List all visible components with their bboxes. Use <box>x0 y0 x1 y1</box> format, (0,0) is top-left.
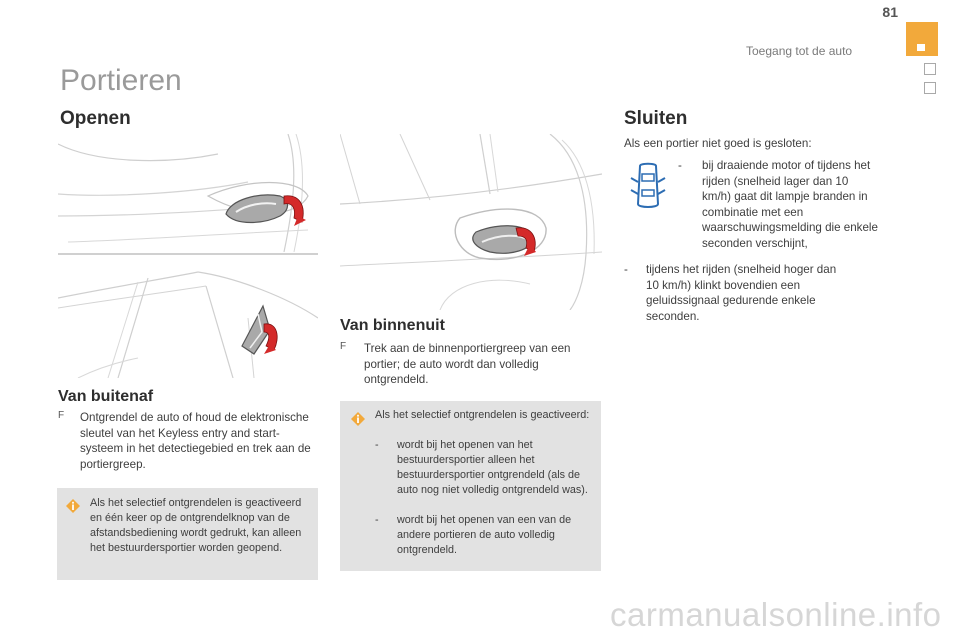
door-open-warning-icon <box>628 160 668 212</box>
interior-handle-illustration <box>340 134 602 310</box>
van-binnenuit-text: Trek aan de binnenportiergreep van een portier; de auto wordt dan volledig ontgrendeld. <box>364 342 571 386</box>
sluiten-intro: Als een portier niet goed is gesloten: <box>624 137 812 150</box>
list-dash: - <box>375 439 379 451</box>
info-box-buitenaf <box>57 488 318 580</box>
sluiten-heading: Sluiten <box>624 108 688 129</box>
info-icon <box>65 498 81 514</box>
info-list-item <box>375 513 593 558</box>
van-binnenuit-step <box>340 341 596 388</box>
section-tab-marker <box>917 44 925 51</box>
van-binnenuit-heading: Van binnenuit <box>340 317 445 334</box>
chapter-marker <box>924 63 936 75</box>
watermark: carmanualsonline.info <box>610 596 942 633</box>
sluiten-item-text: tijdens het rijden (snelheid hoger dan 10 km/h) klinkt bovendien een geluidssignaal gedurende enkele seconden. <box>646 263 837 323</box>
info-box-binnenuit <box>340 401 601 571</box>
list-dash: - <box>624 263 628 276</box>
exterior-handle-illustration <box>58 134 318 252</box>
page-number: 81 <box>882 4 898 20</box>
openen-heading: Openen <box>60 108 131 129</box>
step-bullet: F <box>340 341 347 352</box>
page-title: Portieren <box>60 64 182 97</box>
rear-handle-illustration <box>58 258 318 378</box>
step-bullet: F <box>58 410 65 421</box>
list-dash: - <box>678 159 682 172</box>
van-buitenaf-text: Ontgrendel de auto of houd de elektronische sleutel van het Keyless entry and start-systeem in het detectiegebied en trek aan de portiergreep. <box>80 411 311 471</box>
section-label: Toegang tot de auto <box>746 44 853 58</box>
sluiten-list-item <box>678 158 878 251</box>
info-intro-binnenuit: Als het selectief ontgrendelen is geactiveerd: <box>375 409 590 421</box>
list-dash: - <box>375 514 379 526</box>
van-buitenaf-step <box>58 410 320 472</box>
sluiten-list-item <box>624 262 844 324</box>
info-icon <box>350 411 366 427</box>
van-buitenaf-heading: Van buitenaf <box>58 388 154 405</box>
info-list-item <box>375 438 593 498</box>
info-text-buitenaf: Als het selectief ontgrendelen is geactiveerd en één keer op de ontgrendelknop van de afstandsbediening wordt gedrukt, kan alleen het bestuurdersportier worden geopend. <box>90 497 302 554</box>
illustration-divider <box>58 253 318 255</box>
info-item-text: wordt bij het openen van een van de andere portieren de auto volledig ontgrendeld. <box>397 514 572 556</box>
info-item-text: wordt bij het openen van het bestuurdersportier alleen het bestuurdersportier ontgrendeld (als de auto nog niet volledig ontgrendeld was). <box>397 439 588 496</box>
sluiten-item-text: bij draaiende motor of tijdens het rijden (snelheid lager dan 10 km/h) gaat dit lampje branden in combinatie met een waarschuwingsmelding die enkele seconden verschijnt, <box>702 159 878 250</box>
chapter-marker <box>924 82 936 94</box>
